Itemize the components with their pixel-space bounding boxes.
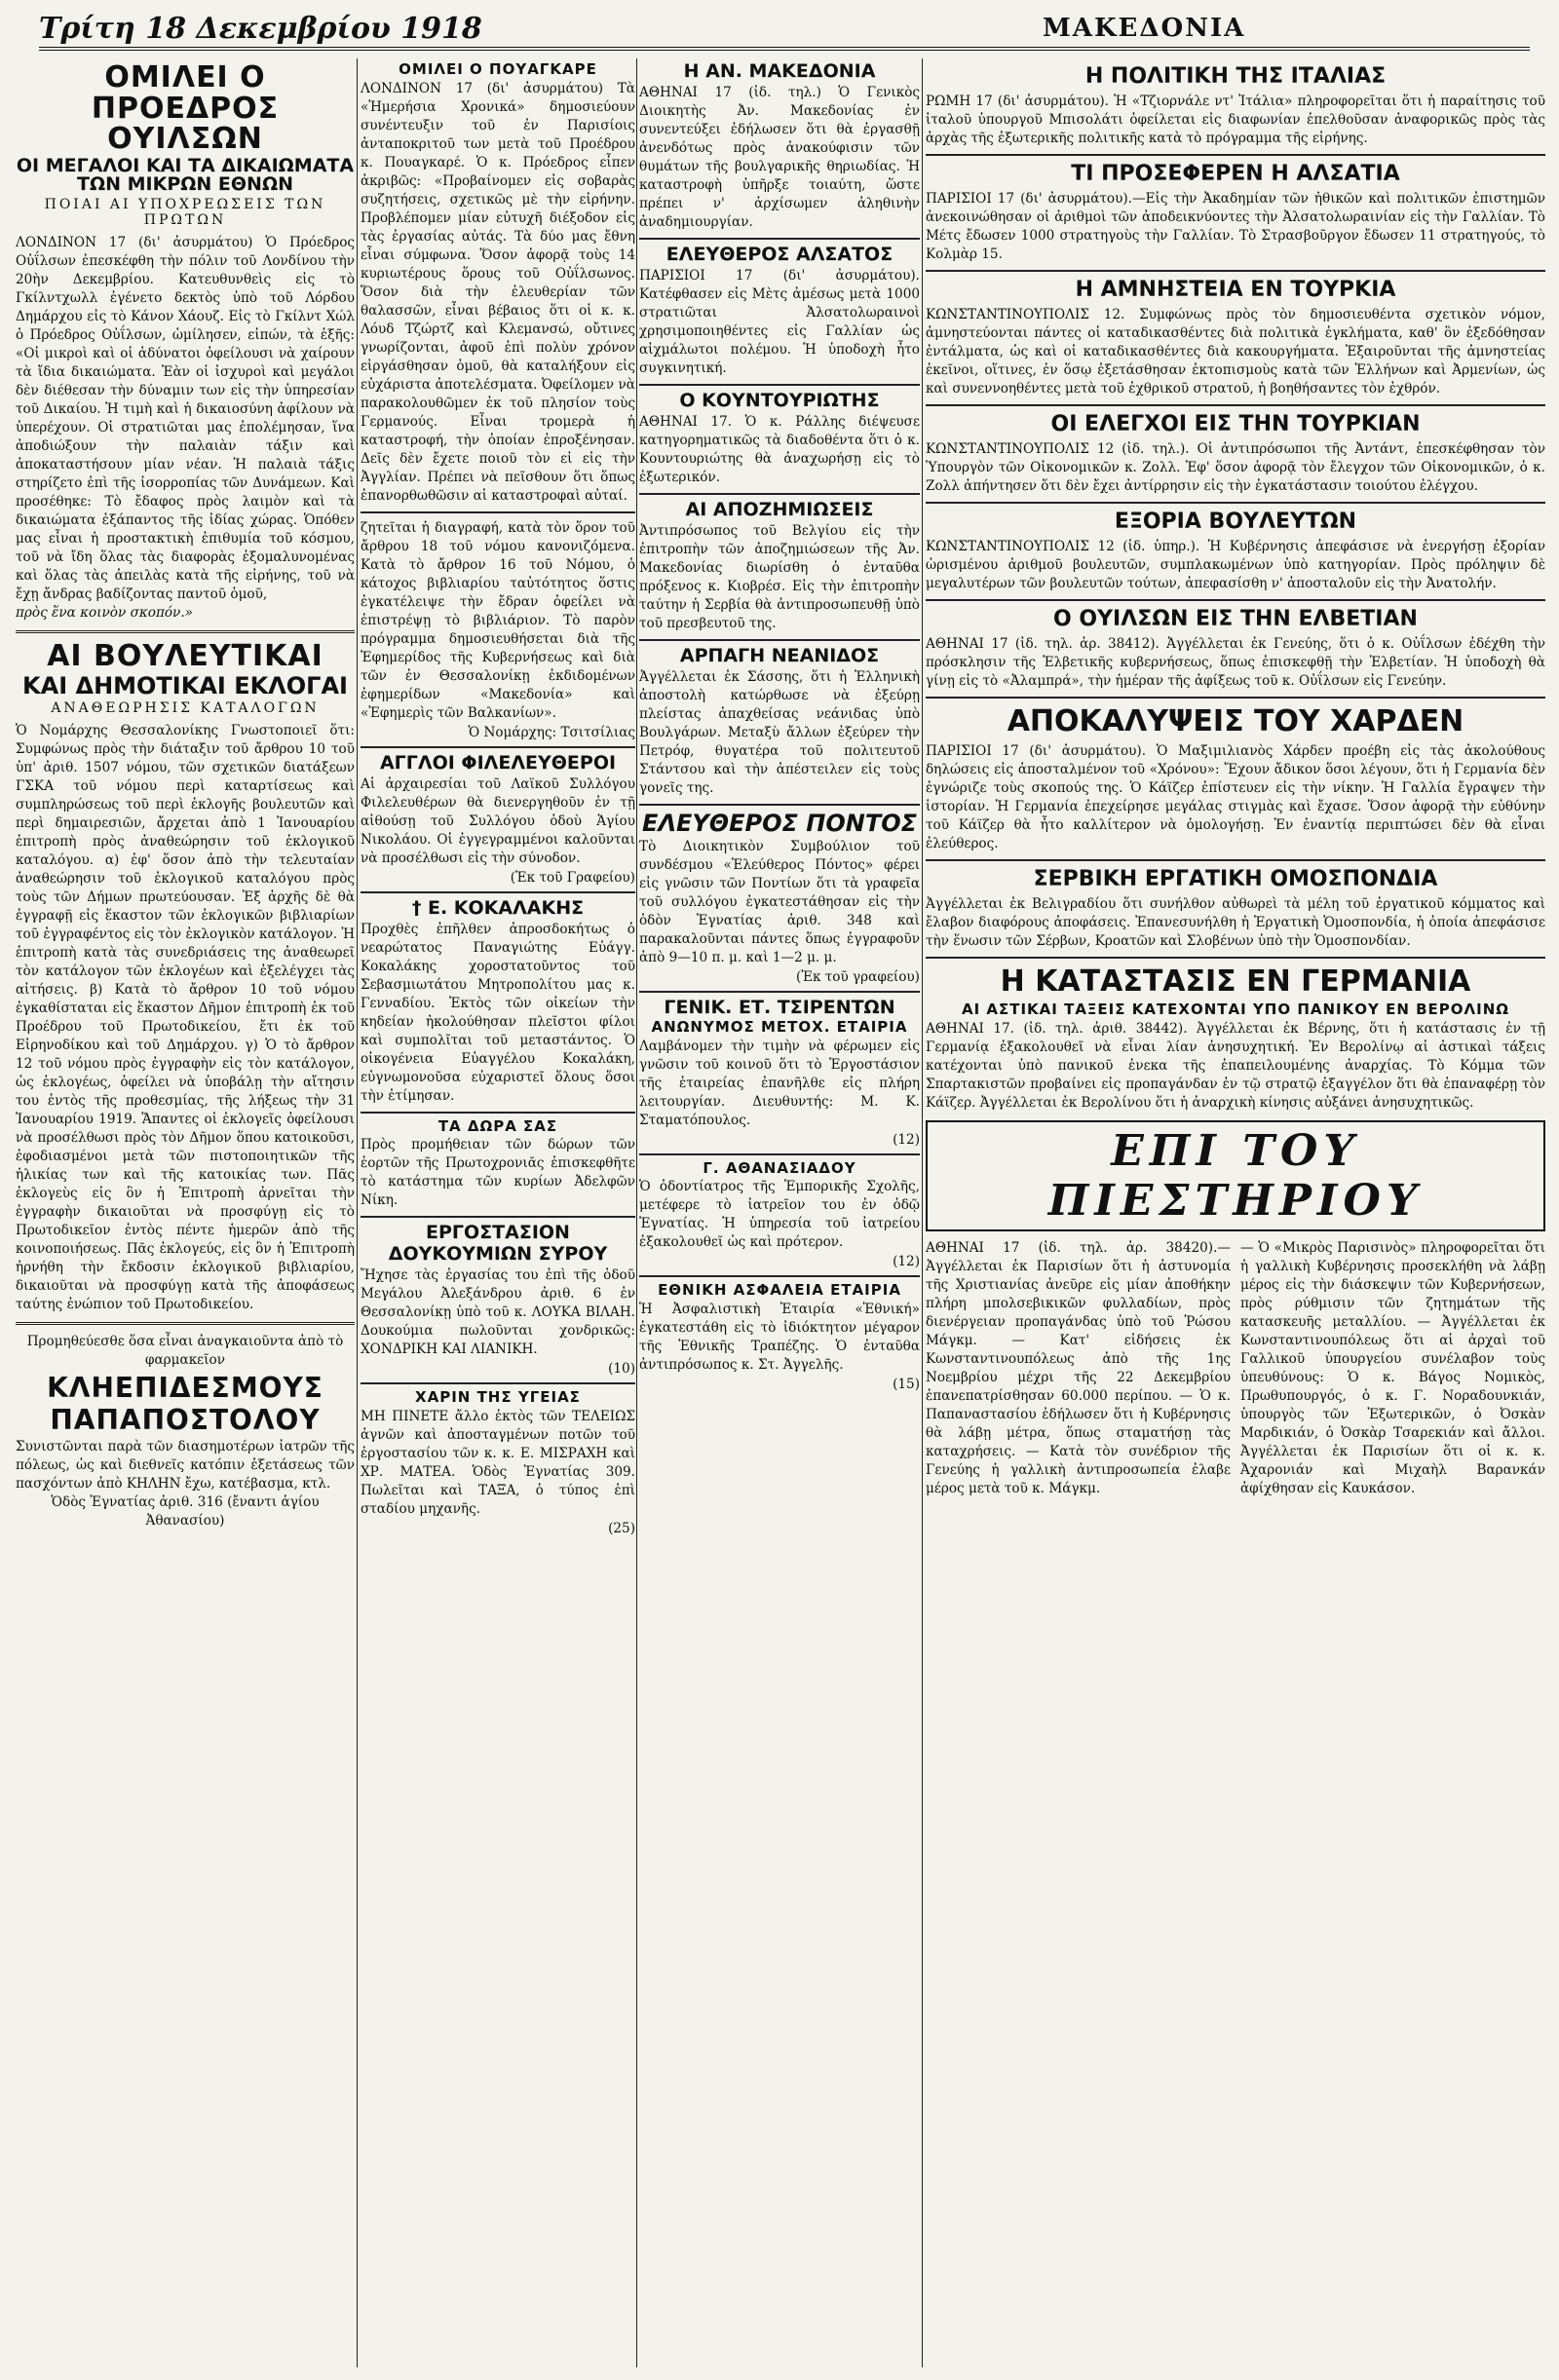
article-law-body: ζητεῖται ἡ διαγραφή, κατὰ τὸν ὅρον τοῦ ἄρθρου 18 τοῦ νόμου κανονιζόμενα. Κατὰ τὸ ἄρθρον 16 τοῦ Νόμου, ὁ κάτοχος βιβλιαρίου ταὐτότητος ὅστις ἐγκατέλειψε τὴν ἔδραν ὀφείλει νὰ ἐπιστρέψῃ τὸ βιβλιάριον. Τὸ παρὸν πρόγραμμα δημοσιευθήσεται διὰ τῆς Ἐφημερίδος τῆς Κυβερνήσεως καὶ διὰ τῶν ἐν Θεσσαλονίκῃ ἐκδιδομένων ἐφημερίδων «Μακεδονία» καὶ «Ἐφημερὶς τῶν Βαλκανίων».	[361, 519, 635, 721]
article-control-body: ΚΩΝΣΤΑΝΤΙΝΟΥΠΟΛΙΣ 12 (ἰδ. τηλ.). Οἱ ἀντιπρόσωποι τῆς Ἀντάντ, ἐπεσκέφθησαν τὸν Ὑπουργὸν τῶν Οἰκονομικῶν κ. Ζολλ. Ἐφ' ὅσον ἀφορᾷ τὸν ἔλεγχον τῶν Οἰκονομικῶν, ὁ κ. Ζολλ ἀπήντησεν ὅτι δὲν ἔχει ἀντίρρησιν εἰς τὴν ἐγκατάστασιν τοιούτου ἐλέγχου.	[926, 441, 1545, 494]
section-divider	[16, 630, 355, 633]
headline-abduction: ΑΡΠΑΓΗ ΝΕΑΝΙΔΟΣ	[679, 644, 880, 666]
article-athanasiadou-signature: (12)	[893, 1254, 920, 1270]
article-abduction-body: Ἀγγέλλεται ἐκ Σάσσης, ὅτι ἡ Ἑλληνικὴ ἀποστολὴ κατώρθωσε νὰ ἐξεύρῃ πλείστας ἀπαχθείσας νεάνιδας ὑπὸ Βουλγάρων. Μεταξὺ ἄλλων ἐξεύρεν τὴν Πετρόφ, θυγατέρα τοῦ πολιτευτοῦ Στάντσου καὶ τὴν ἀπέστειλεν εἰς τοὺς γονεῖς της.	[639, 668, 920, 796]
section-divider	[639, 1275, 920, 1277]
section-divider	[361, 891, 635, 893]
headline-poincare: ΟΜΙΛΕΙ Ο ΠΟΥΑΓΚΑΡΕ	[399, 60, 597, 78]
newspaper-name: ΜΑΚΕΔΟΝΙΑ	[1043, 14, 1246, 43]
section-divider	[361, 1382, 635, 1384]
section-divider	[926, 957, 1545, 959]
headline-factory-2: ΔΟΥΚΟΥΜΙΩΝ ΣΥΡΟΥ	[388, 1243, 608, 1266]
article-harden-body: ΠΑΡΙΣΙΟΙ 17 (δι' ἀσυρμάτου). Ὁ Μαξιμιλιανὸς Χάρδεν προέβη εἰς τὰς ἀκολούθους δηλώσεις εἰς ἀποσταλμένον τοῦ «Χρόνου»: Ἔχουν ἄδικον ὅσοι λέγουν, ὅτι ἡ Γερμανία δὲν ἐγνώριζε τοὺς σκοπούς της. Ὁ Κάϊζερ ἐπίστευεν εἰς τὴν νίκην. Ἡ Γαλλία ἔγραψεν τὴν ἱστορίαν. Ἡ Γερμανία ἐπεχείρησε μεγάλας στιγμὰς καὶ ἔχασε. Ὅσον ἀφορᾷ τὴν εὐθύνην τοῦ Κάϊζερ θὰ ἦτο καλλίτερον νὰ ὁμολογήσῃ. Ἐν ἐναντίᾳ περιπτώσει δὲν θὰ εἶναι ἐλεύθερος.	[926, 743, 1545, 851]
article-alsace-body: ΠΑΡΙΣΙΟΙ 17 (δι' ἀσυρμάτου). Κατέφθασεν εἰς Μὲτς ἀμέσως μετὰ 1000 στρατιῶται Ἀλσατολωραινοὶ χρησιμοποιηθέντες εἰς Γαλλίαν ὡς αἰχμάλωτοι πολέμου. Ἡ ὑποδοχὴ ἦτο συγκινητική.	[639, 267, 920, 376]
section-divider	[361, 511, 635, 513]
section-divider	[926, 502, 1545, 504]
column-divider	[922, 58, 923, 2367]
section-divider	[639, 991, 920, 993]
article-press-right: — Ὁ «Μικρὸς Παρισινὸς» πληροφορεῖται ὅτι ἡ γαλλικὴ Κυβέρνησις προσεκλήθη νὰ λάβῃ μέρος εἰς τὴν διάσκεψιν τῶν Κυβερνήσεων, πρὸς ρύθμισιν τῶν ζητημάτων τῆς κατασκευῆς μεταλλίου. — Ἀγγέλλεται ἐκ Κωνσταντινουπόλεως ὅτι αἱ ἀρχαὶ τοῦ Γαλλικοῦ ὑπουργείου συνέλαβον τοὺς ὑπευθύνους: Ὁ κ. Βάγος Νομικὸς, Πρωθυπουργός, ὁ κ. Γ. Νοραδουνκιάν, ὑπουργὸς τῶν Ἐξωτερικῶν, ὁ Ὀσκὰν Μαρδικιάν, ὁ Ὀσκὰρ Τσαρεκιάν καὶ ἄλλοι. Ἀγγέλλεται ἐκ Παρισίων ὅτι οἱ κ. κ. Ἀχαρονιάν καὶ Μιχαὴλ Βαρανκάν ἀφίχθησαν εἰς Καυκάσον.	[1240, 1239, 1545, 1496]
headline-death: † Ε. ΚΟΚΑΛΑΚΗΣ	[411, 896, 585, 919]
section-divider	[361, 1216, 635, 1218]
headline-deputies: ΕΞΟΡΙΑ ΒΟΥΛΕΥΤΩΝ	[1114, 510, 1357, 534]
article-pontus-signature: (Ἐκ τοῦ γραφείου)	[796, 968, 920, 985]
article-elections-body: Ὁ Νομάρχης Θεσσαλονίκης Γνωστοποιεῖ ὅτι: Συμφώνως πρὸς τὴν διάταξιν τοῦ ἄρθρου 10 τοῦ ὑπ' ἀριθ. 1507 νόμου, τῶν σχετικῶν διατάξεων ΓΣΚΑ τοῦ νόμου περὶ καταρτίσεως καὶ συμπληρώσεως τοῦ περὶ ἐκλογῆς βουλευτῶν καὶ περὶ δημαιρεσιῶν, ἄρχεται ἀπὸ 1 Ἰανουαρίου ἐπιτροπὴ πρὸς ἀναθεώρησιν τοῦ ἐκλογικοῦ καταλόγου. α) ἐφ' ὅσον ἀπὸ τὴν τελευταίαν ἀναθεώρησιν τοῦ ἐκλογικοῦ καταλόγου πρὸς τοὺς τῶν Δήμων πρωτεύουσαν. Ἐξ ἀρχῆς δὲ θὰ ἐγγραφῇ εἰς ἕκαστον τῶν ἐκλογικῶν βιβλιαρίων τοῦ ἐγγραφέντος εἰς τὸν ἐκλογικὸν κατάλογον. Ἡ ἐπιτροπὴ κατὰ τὰς συνεδριάσεις της ἀναθεωρεῖ τὸν κατάλογον τῶν ἐκλογέων καὶ ἐξελέγχει τὰς αἰτήσεις. β) Κατὰ τὸ ἄρθρον 10 τοῦ νόμου ἐγκαθίσταται εἰς ἕκαστον Δῆμον ἐπιτροπὴ ἐκ τοῦ Προέδρου τοῦ Πρωτοδικείου, ἔτι ἐκ τοῦ Εἰρηνοδίκου καὶ τοῦ Δημάρχου. γ) Ὁ τὸ ἄρθρον 12 τοῦ νόμου πρὸς ἐγγραφὴν εἰς τὸν κατάλογον, ὡς ἐκλογέως, ὀφείλει νὰ ὑποβάλῃ τὴν αἴτησιν του ἐντὸς τῆς προθεσμίας, τῆς λήξεως τὴν 31 Ἰανουαρίου 1919. Ἅπαντες οἱ ἐκλογεῖς ὀφείλουσι νὰ προσέλθωσι πρὸς τὸν Δῆμον ὅπου κατοικοῦσι, ἐφοδιασμένοι μετὰ τῶν πιστοποιητικῶν τῆς ἡλικίας των καὶ τῆς κατοικίας των. Πᾶς ἐκλογεὺς εἰς ὃν ἡ Ἐπιτροπὴ ἀρνεῖται τὴν ἐγγραφὴν δικαιοῦται νὰ προσφύγῃ εἰς τὸ Πρωτοδικεῖον ἐντὸς πέντε ἡμερῶν ἀπὸ τῆς κοινοποιήσεως. Πᾶς ἐκλογεύς, εἰς ὃν ἡ Ἐπιτροπὴ ἠρνήθη τὴν ἔκδοσιν ἐκλογικοῦ βιβλιαρίου, δικαιοῦται νὰ προσφύγῃ κατὰ τῆς ἀποφάσεως ταύτης ἐνώπιον τοῦ Πρωτοδικείου.	[16, 723, 355, 1313]
section-divider	[926, 270, 1545, 272]
section-divider	[639, 384, 920, 386]
article-italy-body: ΡΩΜΗ 17 (δι' ἀσυρμάτου). Ἡ «Τζιορνάλε ντ' Ἰτάλια» πληροφορεῖται ὅτι ἡ παραίτησις τοῦ ἰταλοῦ ὑπουργοῦ Μπισολάτι ὀφείλεται εἰς διαφωνίαν ἐπελθοῦσαν ἀναφορικῶς πρὸς τὰς ἀρχὰς τῆς ἐξωτερικῆς πολιτικῆς κατὰ τὸ πρόγραμμα τῆς εἰρήνης.	[926, 94, 1545, 146]
section-divider	[639, 493, 920, 495]
article-wilson-body: ΛΟΝΔΙΝΟΝ 17 (δι' ἀσυρμάτου) Ὁ Πρόεδρος Οὐΐλσων ἐπεσκέφθη τὴν πόλιν τοῦ Λονδίνου τὴν 20ὴν Δεκεμβρίου. Κατευθυνθεὶς εἰς τὸ Γκίλντχωλλ ἐγένετο δεκτὸς ὑπὸ τοῦ Λόρδου Δημάρχου εἰς τὸ Κάνον Χάουζ. Εἰς τὸ Γκίλντ Χώλ ὁ Πρόεδρος Οὐΐλσων, ὡμίλησεν, εἰπών, τὰ ἑξῆς: «Οἱ μικροὶ καὶ οἱ ἀδύνατοι ὀφείλουσι νὰ χαίρουν τὰ ἴδια δικαιώματα. Ἐὰν οἱ ἰσχυροὶ καὶ μεγάλοι δὲν διέθεσαν τὴν δύναμιν των εἰς τὴν ὑπηρεσίαν τοῦ Δικαίου. Ἡ τιμὴ καὶ ἡ δικαιοσύνη ἀφίλουν νὰ ὑπερέχουν. Οἱ στρατιῶται μας ἐπολέμησαν, ἵνα ἀποδιώξουν τὴν παλαιὰν τάξιν καὶ ἀποκαταστήσουν μίαν νέαν. Ἡ παλαιὰ τάξις στηρίζετο ἐπὶ τῆς ἰσορροπίας τῶν Δυνάμεων. Καὶ προσέθηκε: Τὸ ἔδαφος πρὸς λαιμὸν καὶ τὰ δικαιώματα ἐξάπαντος τῆς ἰδίας χώρας. Ὁπόθεν μας εἶναι ἡ προστακτικὴ ἐπιθυμία τοῦ κόσμου, τοῦ νὰ ἴδη ὅλας τὰς διαφορὰς ἐξομαλυνομένας καὶ ὅλας τὰς ἀπειλὰς κατὰ τῆς εἰρήνης, τοῦ νὰ ἔχῃ ἄνδρας βαδίζοντας παντοῦ ὁμοῦ,	[16, 235, 355, 603]
article-insurance-signature: (12)	[893, 1131, 920, 1148]
headline-press: ΕΠΙ ΤΟΥ ΠΙΕΣΤΗΡΙΟΥ	[926, 1120, 1545, 1231]
article-reparations-body: Ἀντιπρόσωπος τοῦ Βελγίου εἰς τὴν ἐπιτροπὴν τῶν ἀποζημιώσεων τῆς Ἀν. Μακεδονίας διωρίσθη ὁ ἐνταῦθα πρόξενος κ. Κιοβρέσ. Εἰς τὴν ἐπιτροπὴν ταύτην ἡ Σερβία θὰ ἀντιπροσωπευθῇ ὑπὸ τοῦ πρεσβευτοῦ της.	[639, 522, 920, 631]
ad-intro: Προμηθεύεσθε ὅσα εἶναι ἀναγκαιοῦντα ἀπὸ τὸ φαρμακεῖον	[26, 1334, 344, 1369]
article-pontus-body: Τὸ Διοικητικὸν Συμβούλιον τοῦ συνδέσμου «Ἐλεύθερος Πόντος» φέρει εἰς γνῶσιν τῶν Ποντίων ὅτι τὰ γραφεῖα τοῦ συλλόγου ἐγκατεστάθησαν εἰς τὴν ὁδὸν Ἐγνατίας ἀριθ. 348 καὶ παρακαλοῦνται πάντες ὅπως ἐγγραφοῦν ἀπὸ 9—10 π. μ. καὶ 1—2 μ. μ.	[639, 838, 920, 965]
article-death-body: Προχθὲς ἐπῆλθεν ἀπροσδοκήτως ὁ νεαρώτατος Παναγιώτης Εὐάγγ. Κοκαλάκης χοροστατοῦντος τοῦ Σεβασμιωτάτου Μητροπολίτου μας κ. Γενναδίου. Ἐκτὸς τῶν οἰκείων τὴν κηδείαν ἠκολούθησαν πλεῖστοι φίλοι καὶ συμπολῖται τοῦ μεταστάντος. Ὁ οἰκογένεια Εὐαγγέλου Κοκαλάκη, εὐγνωμονοῦσα εὐχαριστεῖ ὅλους ὅσοι τὴν ἐτίμησαν.	[361, 921, 635, 1104]
headline-thanks: ΧΑΡΙΝ ΤΗΣ ΥΓΕΙΑΣ	[415, 1388, 581, 1407]
subheadline-elections: ΑΝΑΘΕΩΡΗΣΙΣ ΚΑΤΑΛΟΓΩΝ	[51, 700, 320, 717]
article-deputies-body: ΚΩΝΣΤΑΝΤΙΝΟΥΠΟΛΙΣ 12 (ἰδ. ὑπηρ.). Ἡ Κυβέρνησις ἀπεφάσισε νὰ ἐνεργήσῃ ἐξορίαν ὡρισμένου ἀριθμοῦ βουλευτῶν, συμπλακωμένων ὑπὸ κατηγορίαν. Πρὸς πρόληψιν δὲ μεγαλυτέρων τῶν βουλευτῶν τούτων, ἀπεφασίσθη ν' ἀποσταλοῦν εἰς τὴν Ἀνατολήν.	[926, 539, 1545, 591]
section-divider	[361, 1112, 635, 1114]
headline-amnesty: Η ΑΜΝΗΣΤΕΙΑ ΕΝ ΤΟΥΡΚΙΑ	[1075, 278, 1396, 302]
press-columns	[926, 1239, 1545, 1498]
article-hours-body: Πρὸς προμήθειαν τῶν δώρων τῶν ἑορτῶν τῆς Πρωτοχρονιᾶς ἐπισκεφθῆτε τὸ κατάστημα τῶν κυρίων Ἀδελφῶν Νίκη.	[361, 1137, 635, 1209]
article-law-signature: Ὁ Νομάρχης: Τσιτσίλιας	[468, 724, 635, 740]
headline-alsace-contribution: ΤΙ ΠΡΟΣΕΦΕΡΕΝ Η ΑΛΣΑΤΙΑ	[1071, 162, 1400, 186]
column-4	[926, 60, 1545, 2369]
headline-national: ΕΘΝΙΚΗ ΑΣΦΑΛΕΙΑ ΕΤΑΙΡΙΑ	[658, 1281, 901, 1300]
headline-italy: Η ΠΟΛΙΤΙΚΗ ΤΗΣ ΙΤΑΛΙΑΣ	[1084, 64, 1387, 89]
section-divider	[16, 1322, 355, 1325]
subheadline-wilson: ΟΙ ΜΕΓΑΛΟΙ ΚΑΙ ΤΑ ΔΙΚΑΙΩΜΑΤΑ ΤΩΝ ΜΙΚΡΩΝ ΕΘΝΩΝ	[16, 154, 355, 196]
ad-body: Συνιστῶνται παρὰ τῶν διασημοτέρων ἰατρῶν τῆς πόλεως, ὡς καὶ διεθνεῖς κατόπιν ἐξετάσεως τῶν πασχόντων ἀπὸ ΚΗΛΗΝ ἔχω, κατέβασμα, κτλ.	[16, 1439, 355, 1492]
section-divider	[639, 238, 920, 240]
headline-harden: ΑΠΟΚΑΛΥΨΕΙΣ ΤΟΥ ΧΑΡΔΕΝ	[1007, 704, 1464, 738]
section-divider	[361, 746, 635, 748]
column-1	[16, 60, 355, 2369]
issue-date: Τρίτη 18 Δεκεμβρίου 1918	[39, 12, 482, 46]
headline-pontus: ΕΛΕΥΘΕΡΟΣ ΠΟΝΤΟΣ	[641, 809, 918, 837]
section-divider	[926, 154, 1545, 156]
ad-title: ΚΛΗΕΠΙΔΕΣΜΟΥΣ ΠΑΠΑΠΟΣΤΟΛΟΥ	[47, 1372, 323, 1437]
headline-hours: ΤΑ ΔΩΡΑ ΣΑΣ	[437, 1116, 558, 1135]
column-3	[639, 60, 920, 2369]
column-divider	[357, 58, 358, 2367]
headline-control: ΟΙ ΕΛΕΓΧΟΙ ΕΙΣ ΤΗΝ ΤΟΥΡΚΙΑΝ	[1050, 412, 1421, 436]
article-national-body: Ἡ Ἀσφαλιστικὴ Ἑταιρία «Ἐθνική» ἐγκατεστάθη εἰς τὸ ἰδιόκτητον μέγαρον τῆς Ἐθνικῆς Τραπέζης. Ὁ ἐνταῦθα ἀντιπρόσωπος κ. Στ. Ἀγγελῆς.	[639, 1302, 920, 1374]
ad-address: Ὁδὸς Ἐγνατίας ἀριθ. 316 (ἔναντι ἁγίου Ἀθανασίου)	[51, 1494, 320, 1530]
column-2	[361, 60, 635, 2369]
headline-factory: ΕΡΓΟΣΤΑΣΙΟΝ	[426, 1222, 570, 1244]
article-liberals-signature: (Ἐκ τοῦ Γραφείου)	[510, 869, 635, 886]
subsubheadline-wilson: ΠΟΙΑΙ ΑΙ ΥΠΟΧΡΕΩΣΕΙΣ ΤΩΝ ΠΡΩΤΩΝ	[44, 197, 326, 229]
article-press-left: ΑΘΗΝΑΙ 17 (ἰδ. τηλ. ἀρ. 38420).—Ἀγγέλλεται ἐκ Παρισίων ὅτι ἡ ἀστυνομία τῆς Χριστιανίας ἀνεῦρε εἰς μίαν ἀποθήκην πλήρη μπολσεβικικῶν φυλλαδίων, πρὸς διενέργειαν προπαγάνδας ὑπὸ τοῦ Ῥώσου Μάγκμ. — Κατ' εἰδήσεις ἐκ Κωνσταντινουπόλεως ἀπὸ τῆς 1ης Νοεμβρίου μέχρι τῆς 22 Δεκεμβρίου ἐπανεπατρίσθησαν 60.000 περίπου. — Ὁ κ. Παπαναστασίου ἐδήλωσεν ὅτι ἡ Κυβέρνησις θὰ λάβῃ μέτρα, ὅπως σταματήσῃ τὰς καταχρήσεις. — Κατὰ τὸν συνέδριον τῆς Γενεύης ἡ γαλλικὴ ἀντιπροσωπεία ἐλαβε μέρος μετὰ τοῦ κ. Μάγκμ.	[926, 1239, 1231, 1496]
headline-germany: Η ΚΑΤΑΣΤΑΣΙΣ ΕΝ ΓΕΡΜΑΝΙΑ	[1000, 964, 1471, 999]
headline-elections: ΑΙ ΒΟΥΛΕΥΤΙΚΑΙ	[47, 639, 323, 674]
article-germany-body: ΑΘΗΝΑΙ 17. (ἰδ. τηλ. ἀριθ. 38442). Ἀγγέλλεται ἐκ Βέρνης, ὅτι ἡ κατάστασις ἐν τῇ Γερμανίᾳ ἐξακολουθεῖ νὰ εἶναι λίαν ἀνησυχητική. Ἐν Βερολίνῳ αἱ ἀστικαὶ τάξεις κατέχονται ὑπὸ πανικοῦ ἐνεκα τῆς ἐπαπειλουμένης ἀναρχίας. Τὸ Κόμμα τῶν Σπαρτακιστῶν προβαίνει εἰς προπαγάνδαν ἐν τῷ στρατῷ ἐξαγγέλον ὅτι θὰ ἐπαναφέρῃ τὸν Κάϊζερ. Ἀγγέλλεται ἐκ Βερολίνου ὅτι ἡ ἀναρχικὴ κίνησις αὐξάνει ἀνησυχητικῶς.	[926, 1020, 1545, 1111]
article-wilson-end: πρὸς ἕνα κοινὸν σκοπόν.»	[16, 605, 193, 622]
section-divider	[639, 804, 920, 806]
headline-reparations: ΑΙ ΑΠΟΖΗΜΙΩΣΕΙΣ	[685, 498, 874, 520]
headline-kountouriotis: Ο ΚΟΥΝΤΟΥΡΙΩΤΗΣ	[679, 389, 880, 411]
headline-macedonia: Η ΑΝ. ΜΑΚΕΔΟΝΙΑ	[683, 60, 876, 82]
article-macedonia-body: ΑΘΗΝΑΙ 17 (ἰδ. τηλ.) Ὁ Γενικὸς Διοικητὴς Ἀν. Μακεδονίας ἐν συνεντεύξει ἐδήλωσεν ὅτι θὰ ἐργασθῇ ἀνενδότως πρὸς ἀνακούφισιν τῶν θυμάτων τῆς βουλγαρικῆς θηριωδίας. Ἡ καταστροφὴ ὑπῆρξε τοιαύτη, ὥστε πρέπει ν' ἀρχίσωμεν ἀληθινὴν ἀναδημιουργίαν.	[639, 84, 920, 230]
headline-insurance: ΓΕΝΙΚ. ΕΤ. ΤΣΙΡΕΝΤΩΝ	[664, 996, 895, 1018]
article-serbia-body: Ἀγγέλλεται ἐκ Βελιγραδίου ὅτι συνήλθον αὐθωρεὶ τὰ μέλη τοῦ ἐργατικοῦ κόμματος καὶ ἔλαβον διαφόρους ἀποφάσεις. Ἐπανεσυνήλθη ἡ Ἐργατικὴ Ὁμοσπονδία, ἡ ὁποία ἀπεφάσισε τὴν ἕνωσιν τῶν Σέρβων, Κροατῶν καὶ Σλοβένων ὑπὸ τὴν Ὁμοσπονδίαν.	[926, 896, 1545, 949]
headline-wilson-switzerland: Ο ΟΥΙΛΣΩΝ ΕΙΣ ΤΗΝ ΕΛΒΕΤΙΑΝ	[1053, 607, 1418, 631]
article-factory-body: Ἤχησε τὰς ἐργασίας του ἐπὶ τῆς ὁδοῦ Μεγάλου Ἀλεξάνδρου ἀριθ. 6 ἐν Θεσσαλονίκῃ ὑπὸ τοῦ κ. ΛΟΥΚΑ ΒΙΛΑΗ. Δουκούμια πωλοῦνται χονδρικῶς: ΧΟΝΔΡΙΚΗ ΚΑΙ ΛΙΑΝΙΚΗ.	[361, 1267, 635, 1358]
headline-wilson: ΟΜΙΛΕΙ Ο ΠΡΟΕΔΡΟΣ ΟΥΙΛΣΩΝ	[91, 60, 280, 156]
article-liberals-body: Αἱ ἀρχαιρεσίαι τοῦ Λαϊκοῦ Συλλόγου Φιλελευθέρων θὰ διενεργηθοῦν ἐν τῇ αἰθούσῃ τοῦ Συλλόγου ὁδοὺ Ἁγίου Νικολάου. Οἱ ἐγγεγραμμένοι καλοῦνται νὰ προσέλθωσι εἰς τὴν σύνοδον.	[361, 775, 635, 866]
headline-elections-2: ΚΑΙ ΔΗΜΟΤΙΚΑΙ ΕΚΛΟΓΑΙ	[22, 671, 348, 699]
section-divider	[926, 599, 1545, 601]
article-national-signature: (15)	[893, 1377, 920, 1393]
article-kountouriotis-body: ΑΘΗΝΑΙ 17. Ὁ κ. Ράλλης διέψευσε κατηγορηματικῶς τὰ διαδοθέντα ὅτι ὁ κ. Κουντουριώτης θὰ ἀναχωρήσῃ εἰς τὸ ἐξωτερικόν.	[639, 413, 920, 485]
article-thanks-signature: (25)	[608, 1521, 635, 1536]
subheadline-germany: ΑΙ ΑΣΤΙΚΑΙ ΤΑΞΕΙΣ ΚΑΤΕΧΟΝΤΑΙ ΥΠΟ ΠΑΝΙΚΟΥ ΕΝ ΒΕΡΟΛΙΝΩ	[961, 1001, 1510, 1018]
masthead	[39, 8, 1530, 51]
section-divider	[926, 697, 1545, 699]
section-divider	[639, 1153, 920, 1155]
article-wilson-switzerland-body: ΑΘΗΝΑΙ 17 (ἰδ. τηλ. ἀρ. 38412). Ἀγγέλλεται ἐκ Γενεύης, ὅτι ὁ κ. Οὐΐλσων ἐδέχθη τὴν πρόσκλησιν τῆς Ἑλβετικῆς κυβερνήσεως, ὅπως ἐπισκεφθῇ τὴν Ἑλβετίαν. Ἡ ὑποδοχὴ θὰ γίνῃ εἰς τὸ «Ἀλαμπρά», τὴν ἡμέραν τῆς ἀφίξεως τοῦ κ. Οὐΐλσων εἰς Γενεύην.	[926, 636, 1545, 689]
article-amnesty-body: ΚΩΝΣΤΑΝΤΙΝΟΥΠΟΛΙΣ 12. Συμφώνως πρὸς τὸν δημοσιευθέντα σχετικὸν νόμον, ἀμνηστεύονται πάντες οἱ καταδικασθέντες διὰ πολιτικὰ ἐγκλήματα, καθ' ὃν ἐξεδόθησαν ἐντάλματα, ὡς καὶ οἱ καταδικασθέντες διὰ κακουργήματα. Ἐξαιροῦνται τῆς ἀμνηστείας ἐκεῖνοι, οἵτινες, ἐν ὅσῳ ἐξετάσθησαν ἐκτοπισμοὺς κατὰ τῶν Ἑλλήνων καὶ Ἀρμενίων, ὡς καὶ συνεννοηθέντες μετὰ τοῦ ἐχθρικοῦ στρατοῦ, ἡ βοηθήσαντες τὸν ἐχθρόν.	[926, 307, 1545, 397]
section-divider	[926, 404, 1545, 406]
headline-athanasiadou: Γ. ΑΘΑΝΑΣΙΑΔΟΥ	[703, 1158, 856, 1177]
headline-alsace: ΕΛΕΥΘΕΡΟΣ ΑΛΣΑΤΟΣ	[665, 243, 894, 265]
article-athanasiadou-body: Ὁ ὀδοντίατρος τῆς Ἐμπορικῆς Σχολῆς, μετέφερε τὸ ἰατρεῖον του ἐν ὁδῷ Ἐγνατίας. Ἡ ὑπηρεσία τοῦ ἰατρείου ἐξακολουθεῖ ὡς καὶ πρότερον.	[639, 1179, 920, 1251]
headline-serbia: ΣΕΡΒΙΚΗ ΕΡΓΑΤΙΚΗ ΟΜΟΣΠΟΝΔΙΑ	[1033, 867, 1438, 891]
article-poincare-body: ΛΟΝΔΙΝΟΝ 17 (δι' ἀσυρμάτου) Τὰ «Ἡμερήσια Χρονικά» δημοσιεύουν συνέντευξιν τοῦ ἐν Παρισίοις ἀνταποκριτοῦ των μετὰ τοῦ Προέδρου κ. Πουαγκαρέ. Ὁ κ. Πρόεδρος εἶπεν ἀκριβῶς: «Προβαίνομεν εἰς σοβαρὰς συζητήσεις, σχετικῶς μὲ τὴν εἰρήνην. Προβλέπομεν μίαν εὐτυχῆ διέξοδον εἰς τὰς ἐργασίας αὐτάς. Τὰ δύο μας ἔθνη εἶναι σύμφωνα. Ὅσον ἀφορᾷ τοὺς 14 κυριωτέρους ὅρους τοῦ Οὐΐλσωνος. Ὅσον διὰ τὴν ἐλευθερίαν τῶν θαλασσῶν, εἶναι βέβαιος ὅτι οἱ κ. κ. Λόυδ Τζώρτζ καὶ Κλεμανσώ, οὔτινες γνωρίζονται, ἀφοῦ ἐπὶ πολὺν χρόνον εἰργάσθησαν ὁμοῦ, θὰ καταλήξουν εἰς εὐχάριστα ἀποτελέσματα. Ὀφείλομεν νὰ παρακολουθῶμεν ἐκ τοῦ πλησίον τοὺς Γερμανούς. Εἶναι τρομερὰ ἡ καταστροφή, τὴν ὁποίαν ἐπροξένησαν. Δεῖς δὲν ἔχετε ποιοῦ τὸν εἰ εἰς τὴν Ἀγγλίαν. Πρέπει νὰ πεῖσθουν ὅτι ὅπως ἐπανορθωθῶσιν αἱ καταστροφαὶ αὐταί.	[361, 80, 635, 504]
headline-insurance-2: ΑΝΩΝΥΜΟΣ ΜΕΤΟΧ. ΕΤΑΙΡΙΑ	[651, 1017, 908, 1036]
headline-liberals: ΑΓΓΛΟΙ ΦΙΛΕΛΕΥΘΕΡΟΙ	[379, 751, 617, 774]
article-insurance-body: Λαμβάνομεν τὴν τιμὴν νὰ φέρωμεν εἰς γνῶσιν τοῦ κοινοῦ ὅτι τὸ Ἐργοστάσιον τῆς ἑταιρείας ἐπανῆλθε εἰς πλήρη λειτουργίαν. Διευθυντής: Μ. Κ. Σταματόπουλος.	[639, 1038, 920, 1128]
article-thanks-body: ΜΗ ΠΙΝΕΤΕ ἄλλο ἐκτὸς τῶν ΤΕΛΕΙΩΣ ἀγνῶν καὶ ἀποσταγμένων ποτῶν τοῦ ἐργοστασίου τῶν κ. κ. Ε. ΜΙΣΡΑΧΗ καὶ ΧΡ. ΜΑΤΕΑ. Ὁδὸς Ἐγνατίας 309. Πωλεῖται καὶ ΤΑΞΑ, ὁ τύπος ἐπὶ σταδίου μηχανῆς.	[361, 1409, 635, 1517]
article-factory-signature: (10)	[608, 1361, 635, 1378]
article-alsace-contribution-body: ΠΑΡΙΣΙΟΙ 17 (δι' ἀσυρμάτου).—Εἰς τὴν Ἀκαδημίαν τῶν ἠθικῶν καὶ πολιτικῶν ἐπιστημῶν ἀνεκοινώθησαν οἱ ἀριθμοὶ τῶν ἀποδεικνύοντες τὴν Ἀλσατολωραινίαν εἰς τὴν Γαλλίαν. Τὸ Μέτς ἔδωσεν 1000 στρατηγοὺς τὴν Γαλλίαν. Τὸ Στρασβοῦργον ἔδωσεν 11 στρατηγούς, τὸ Κολμὰρ 15.	[926, 191, 1545, 262]
column-divider	[636, 58, 637, 2367]
section-divider	[639, 639, 920, 641]
section-divider	[926, 859, 1545, 861]
